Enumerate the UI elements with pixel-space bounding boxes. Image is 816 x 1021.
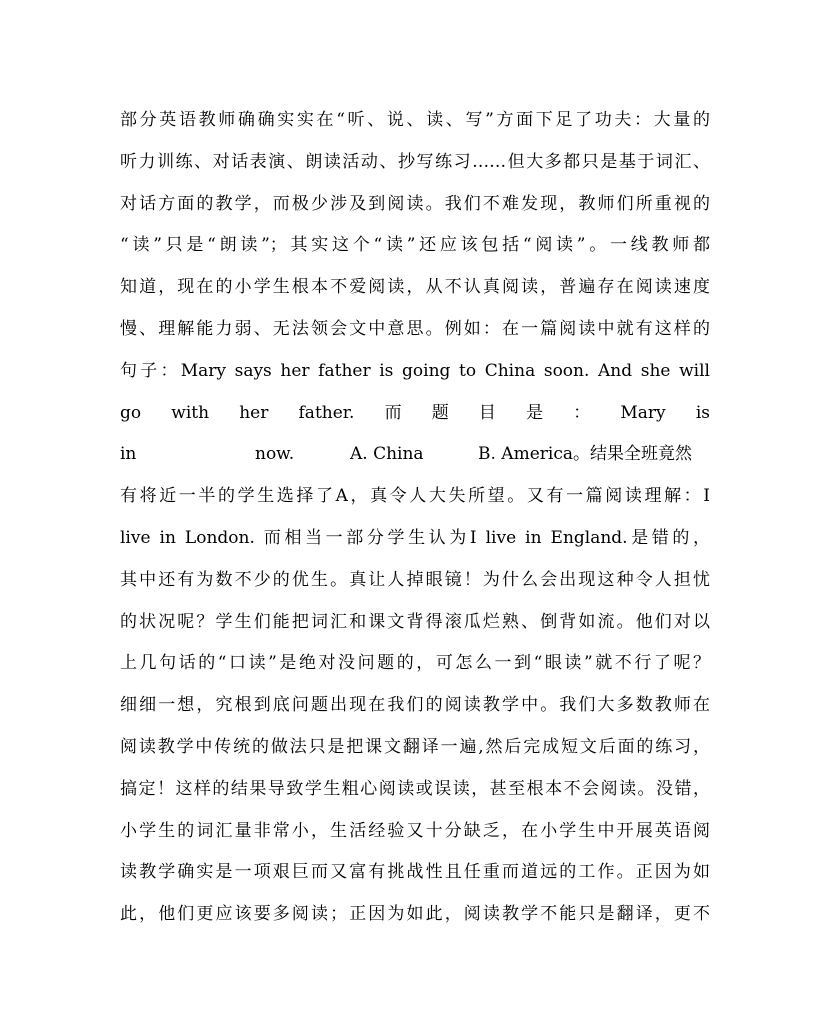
text-line: 此，他们更应该要多阅读；正因为如此，阅读教学不能只是翻译，更不 [120, 904, 710, 925]
text-line: live in London. 而相当一部分学生认为I live in England.是错的， [120, 527, 710, 548]
word: in [120, 444, 137, 465]
text-line: 对话方面的教学，而极少涉及到阅读。我们不难发现，教师们所重视的 [120, 193, 710, 214]
word: 是 [526, 402, 544, 423]
word: 而 [384, 402, 402, 423]
text-line: 搞定！这样的结果导致学生粗心阅读或误读，甚至根本不会阅读。没错， [120, 778, 710, 799]
word: is [695, 402, 710, 423]
word: B. America。结果全班竟然 [478, 444, 692, 465]
text-line: 上几句话的“口读”是绝对没问题的，可怎么一到“眼读”就不行了呢？ [120, 653, 710, 674]
text-line-blank [120, 434, 710, 476]
text-line: 小学生的词汇量非常小，生活经验又十分缺乏，在小学生中开展英语阅 [120, 820, 710, 841]
text-line: 听力训练、对话表演、朗读活动、抄写练习……但大多都只是基于词汇、 [120, 151, 710, 172]
text-line-spread [120, 393, 710, 435]
word: now. [255, 444, 295, 465]
word: go [120, 402, 142, 423]
text-line: 细细一想，究根到底问题出现在我们的阅读教学中。我们大多数教师在 [120, 695, 710, 716]
word: with [171, 402, 210, 423]
text-line: 有将近一半的学生选择了A，真令人大失所望。又有一篇阅读理解：I [120, 486, 710, 507]
text-line: “读”只是“朗读”；其实这个“读”还应该包括“阅读”。一线教师都 [120, 235, 710, 256]
word: ： [573, 402, 591, 423]
text-line: 其中还有为数不少的优生。真让人掉眼镜！为什么会出现这种令人担忧 [120, 569, 710, 590]
word: her [239, 402, 269, 423]
text-line: 部分英语教师确确实实在“听、说、读、写”方面下足了功夫：大量的 [120, 110, 710, 130]
body-text [120, 100, 710, 936]
word: father. [298, 402, 355, 423]
text-line: 读教学确实是一项艰巨而又富有挑战性且任重而道远的工作。正因为如 [120, 862, 710, 883]
word: Mary [620, 402, 666, 423]
text-line: 句子：Mary says her father is going to China soon. And she will [120, 360, 710, 381]
text-line: 的状况呢？学生们能把词汇和课文背得滚瓜烂熟、倒背如流。他们对以 [120, 611, 710, 632]
word: 目 [478, 402, 496, 423]
text-line: 知道，现在的小学生根本不爱阅读，从不认真阅读，普遍存在阅读速度 [120, 277, 710, 298]
text-line: 慢、理解能力弱、无法领会文中意思。例如：在一篇阅读中就有这样的 [120, 318, 710, 339]
word: A. China [350, 444, 424, 465]
word: 题 [431, 402, 449, 423]
text-line: 阅读教学中传统的做法只是把课文翻译一遍,然后完成短文后面的练习， [120, 736, 710, 757]
